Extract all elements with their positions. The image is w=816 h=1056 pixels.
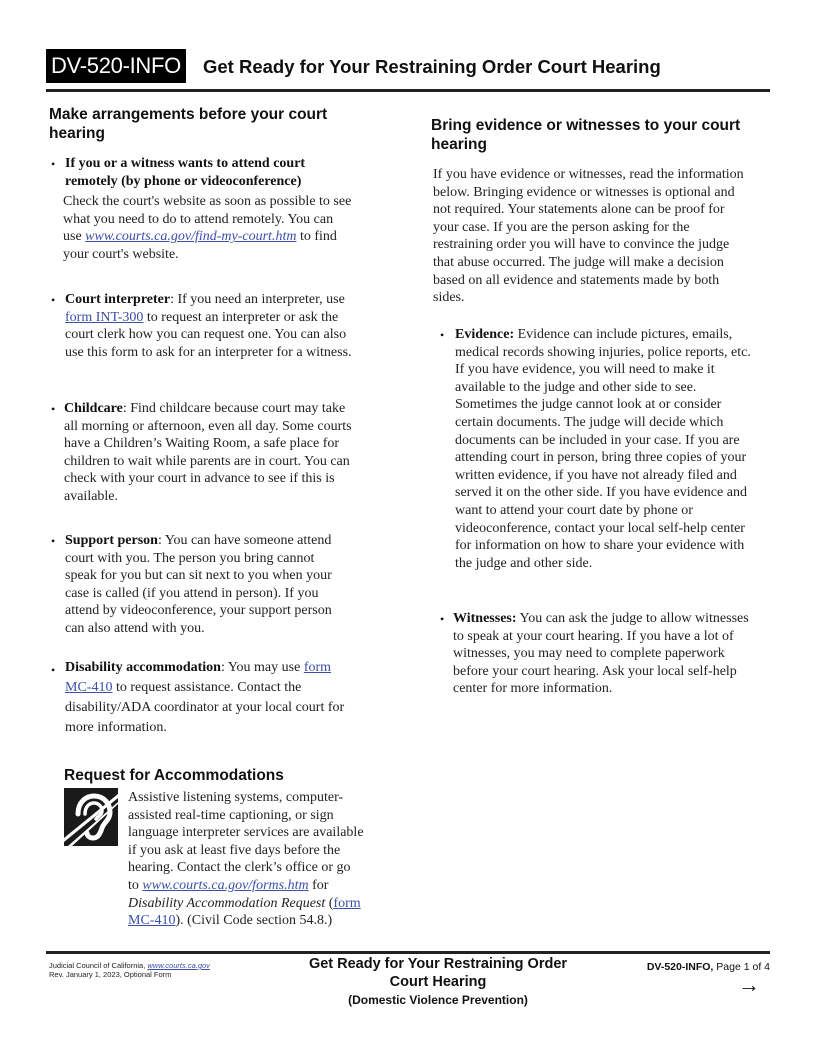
page-indicator: DV-520-INFO, Page 1 of 4 bbox=[646, 961, 770, 973]
list-item-court-interpreter: • Court interpreter: If you need an interpreter, use form INT-300 to request an interpreter or ask the court clerk how you can request one. You can also use this form to ask for an interpreter for a witness. bbox=[51, 292, 352, 360]
accommodations-form-mc-410-link[interactable]: form bbox=[333, 895, 361, 911]
footer-publisher: Judicial Council of California, www.courts.ca.gov Rev. January 1, 2023, Optional Form bbox=[49, 961, 210, 979]
bullet-icon: • bbox=[440, 328, 445, 342]
evidence-intro: If you have evidence or witnesses, read the information below. Bringing evidence or witnesses is optional and not required. Your statements alone can be proof for your case. If you are the person asking for the restraining order you will have to convince the judge that abuse occurred. The judge will make a decision based on all evidence and statements made by both sides. bbox=[433, 167, 744, 306]
accommodations-heading: Request for Accommodations bbox=[64, 767, 284, 784]
section-heading-evidence: Bring evidence or witnesses to your court hearing bbox=[431, 117, 741, 153]
find-my-court-link[interactable]: www.courts.ca.gov/find-my-court.htm bbox=[85, 229, 297, 245]
list-item-disability-accommodation: • Disability accommodation: You may use form MC-410 to request assistance. Contact the disability/ADA coordinator at your local court for more information. bbox=[51, 660, 345, 735]
form-mc-410-link-cont[interactable]: MC-410 bbox=[65, 680, 113, 695]
section-heading-arrangements: Make arrangements before your court hearing bbox=[49, 106, 328, 142]
accommodations-form-mc-410-link-cont[interactable]: MC-410 bbox=[128, 913, 176, 929]
list-item-witnesses: • Witnesses: You can ask the judge to allow witnesses to speak at your court hearing. If you have a lot of witnesses, you may need to complete paperwork before your court hearing. Ask your local self-help center for more information. bbox=[440, 611, 749, 697]
bullet-icon: • bbox=[51, 534, 56, 548]
form-mc-410-link[interactable]: form bbox=[303, 660, 332, 675]
forms-link[interactable]: www.courts.ca.gov/forms.htm bbox=[142, 877, 309, 893]
header-divider bbox=[46, 89, 770, 92]
list-item-childcare: • Childcare: Find childcare because court may take all morning or afternoon, even all day. Some courts have a Children’s Waiting Room, a safe place for children to wait while parents are in court. You can check with your court in advance to see if this is available. bbox=[51, 401, 352, 504]
form-int-300-link[interactable]: form INT-300 bbox=[65, 309, 144, 325]
courts-website-link[interactable]: www.courts.ca.gov bbox=[147, 961, 210, 970]
page-title: Get Ready for Your Restraining Order Court Hearing bbox=[203, 56, 661, 77]
form-id-badge: DV-520-INFO bbox=[46, 49, 186, 83]
bullet-icon: • bbox=[51, 157, 56, 171]
assistive-listening-ear-icon bbox=[64, 788, 118, 846]
bullet-icon: • bbox=[51, 663, 56, 677]
footer-divider bbox=[46, 951, 770, 954]
bullet-icon: • bbox=[51, 293, 56, 307]
footer-subtitle: (Domestic Violence Prevention) bbox=[348, 993, 528, 1007]
bullet-icon: • bbox=[440, 612, 445, 626]
bullet-icon: • bbox=[51, 402, 56, 416]
footer-title: Get Ready for Your Restraining Order Court Hearing bbox=[308, 956, 568, 990]
list-item-remote-attendance: • If you or a witness wants to attend court remotely (by phone or videoconference) Check the court's website as soon as possible to see what you need to do to attend remotely. You can use www.courts.ca.gov/find-my-court.htm to find your court's website. bbox=[51, 156, 352, 262]
accommodations-text: Assistive listening systems, computer- assisted real-time captioning, or sign language interpreter services are available if you ask at least five days before the hearing. Contact the clerk’s office or go to www.courts.ca.gov/forms.htm for Disability Accommodation Request (form MC-410). (Civil Code section 54.8.) bbox=[128, 790, 364, 929]
list-item-evidence: • Evidence: Evidence can include pictures, emails, medical records showing injuries, police reports, etc. If you have evidence, you will need to make it available to the judge and other side to see. Sometimes the judge cannot look at or consider certain documents. The judge will decide which documents can be included in your case. If you are attending court in person, bring three copies of your written evidence, if you have not already filed and served it on the other side. If you have evidence and want to attend your court date by phone or videoconference, contact your local self-help center for information on how to share your evidence with the judge and other side. bbox=[440, 327, 751, 571]
list-item-support-person: • Support person: You can have someone attend court with you. The person you bring cannot speak for you but can sit next to you when your case is called (if you attend in person). If you attend by videoconference, your support person can also attend with you. bbox=[51, 533, 332, 636]
next-page-arrow-icon[interactable]: → bbox=[738, 972, 760, 997]
